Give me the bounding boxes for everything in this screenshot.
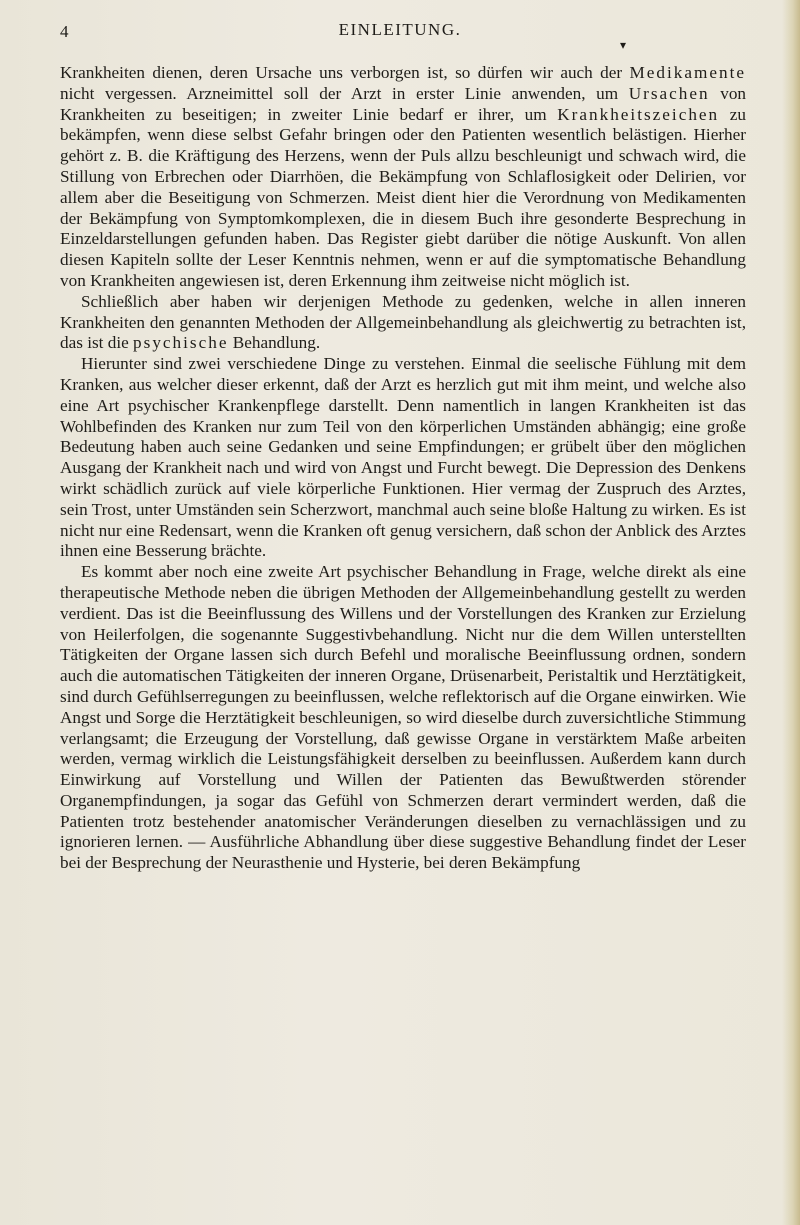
spaced-emphasis-text: psychische (133, 333, 229, 353)
paragraph-text: zu bekämpfen, wenn diese selbst Gefahr bringen oder den Patienten wesentlich belästigen. Hierher gehört z. B. die Kräftigung des Herzens, wenn der Puls allzu beschleunigt und schwach wird, die Stillung von Erbrechen oder Diarrhöen, die Bekämpfung von Schlaflosigkeit oder Delirien, vor allem aber die Beseitigung von Schmerzen. Meist dient hier die Verordnung von Medikamenten der Bekämpfung von Symptomkomplexen, die in diesem Buch ihre gesonderte Besprechung in Einzeldarstellungen gefunden haben. Das Register giebt darüber die nötige Auskunft. Von allen diesen Kapiteln sollte der Leser Kenntnis nehmen, wenn er auf die symptomatische Behandlung von Krankheiten angewiesen ist, deren Erkennung ihm zeitweise nicht möglich ist. (60, 104, 746, 290)
stray-mark: ▾ (620, 38, 627, 52)
paragraph (60, 63, 746, 292)
page-number: 4 (60, 22, 69, 41)
paragraph-text: nicht vergessen. Arzneimittel soll der Arzt in erster Linie anwenden, um (60, 83, 629, 103)
paragraph-text: Schließlich aber haben wir derjenigen Methode zu gedenken, welche in allen inneren Krankheiten den genannten Methoden der Allgemeinbehandlung als gleichwertig zu betrachten ist, das ist die (60, 291, 746, 353)
running-head: EINLEITUNG. (338, 20, 462, 39)
paragraph-text: Es kommt aber noch eine zweite Art psychischer Behandlung in Frage, welche direkt als eine therapeutische Methode neben die übrigen Methoden der Allgemeinbehandlung gestellt zu werden verdient. Das ist die Beeinflussung des Willens und der Vorstellungen des Kranken zur Erzielung von Heilerfolgen, die sogenannte Suggestivbehandlung. Nicht nur die dem Willen unterstellten Tätigkeiten der Organe lassen sich durch Befehl und moralische Beeinflussung ordnen, sondern auch die automatischen Tätigkeiten der inneren Organe, Drüsenarbeit, Peristaltik und Herztätigkeit, sind durch Gefühlserregungen zu beeinflussen, welche reflektorisch auf die Organe einwirken. Wie Angst und Sorge die Herztätigkeit beschleunigen, so wird dieselbe durch zuversichtliche Stimmung verlangsamt; die Erzeugung der Vorstellung, daß gewisse Organe in verstärktem Maße arbeiten werden, vermag wirklich die Leistungsfähigkeit derselben zu beeinflussen. Außerdem kann durch Einwirkung auf Vorstellung und Willen der Patienten das Bewußtwerden störender Organempfindungen, ja sogar das Gefühl von Schmerzen derart vermindert werden, daß die Patienten trotz bestehender anatomischer Veränderungen dieselben zu vernachlässigen und zu ignorieren lernen. — Ausführliche Abhandlung über diese suggestive Behandlung findet der Leser bei der Besprechung der Neurasthenie und Hysterie, bei deren Bekämpfung (60, 562, 746, 873)
body-text (60, 63, 746, 874)
paragraph (60, 292, 746, 354)
spaced-emphasis-text: Krankheitszeichen (557, 104, 720, 124)
paragraph-text: Krankheiten dienen, deren Ursache uns verborgen ist, so dürfen wir auch der (60, 63, 630, 82)
spaced-emphasis-text: Medikamente (629, 63, 746, 82)
paragraph-text: Behandlung. (228, 333, 321, 353)
page-edge-shadow (782, 0, 800, 1225)
spaced-emphasis-text: Ursachen (628, 83, 710, 103)
paragraph (60, 354, 746, 562)
paragraph (60, 562, 746, 874)
paragraph-text: von Krankheiten zu beseitigen; in zweiter Linie bedarf er ihrer, um (60, 83, 747, 124)
paragraph-text: Hierunter sind zwei verschiedene Dinge zu verstehen. Einmal die seelische Fühlung mit dem Kranken, aus welcher dieser erkennt, daß der Arzt es herzlich gut mit ihm meint, und welche also eine Art psychischer Krankenpflege darstellt. Denn namentlich in langen Krankheiten ist das Wohlbefinden des Kranken nur zum Teil von den körperlichen Umständen abhängig; eine große Bedeutung haben auch seine Gedanken und seine Empfindungen; er grübelt über den möglichen Ausgang der Krankheit nach und wird von Angst und Furcht bewegt. Die Depression des Denkens wirkt schädlich zurück auf viele körperliche Funktionen. Hier vermag der Zuspruch des Arztes, sein Trost, unter Umständen sein Scherzwort, manchmal auch seine bloße Haltung zu wirken. Es ist nicht nur eine Redensart, wenn die Kranken oft genug versichern, daß schon der Anblick des Arztes ihnen eine Besserung brächte. (60, 354, 746, 561)
